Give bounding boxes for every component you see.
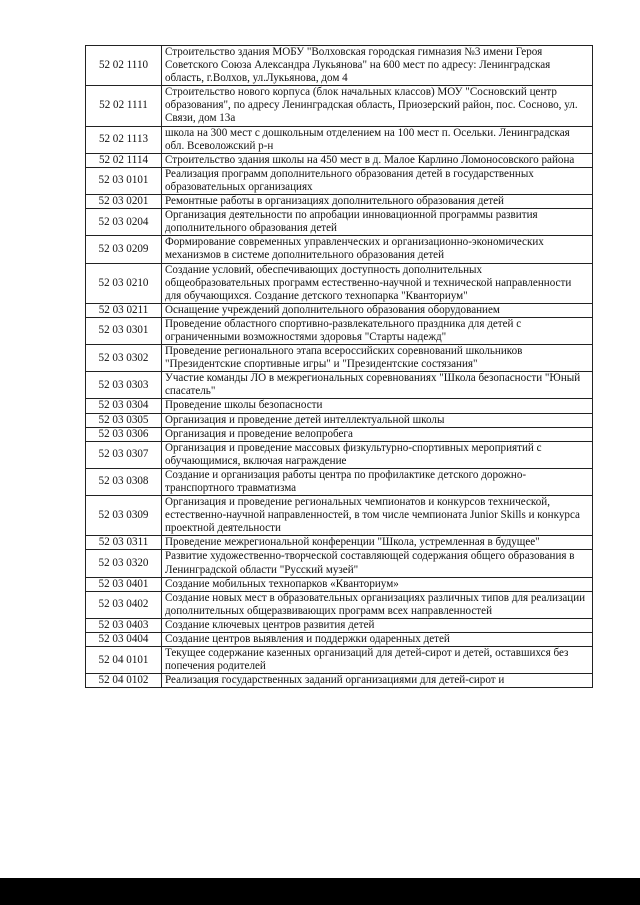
table-row [86,236,593,263]
description-cell: школа на 300 мест с дошкольным отделением на 100 мест п. Осельки. Ленинградская обл. Всеволожский р-н [162,126,593,153]
budget-code-cell: 52 03 0308 [86,468,162,495]
description-cell: Развитие художественно-творческой составляющей содержания общего образования в Ленинградской области "Русский музей" [162,550,593,577]
table-row [86,46,593,86]
description-cell: Участие команды ЛО в межрегиональных соревнованиях "Школа безопасности "Юный спасатель" [162,372,593,399]
description-cell: Текущее содержание казенных организаций для детей-сирот и детей, оставшихся без попечения родителей [162,647,593,674]
table-row [86,441,593,468]
budget-code-cell: 52 02 1113 [86,126,162,153]
budget-code-cell: 52 03 0404 [86,633,162,647]
budget-code-cell: 52 03 0304 [86,399,162,413]
budget-code-cell: 52 04 0101 [86,647,162,674]
description-cell: Строительство нового корпуса (блок начальных классов) МОУ "Сосновский центр образования", по адресу Ленинградская область, Приозерский район, пос. Сосново, ул. Связи, дом 13а [162,86,593,126]
description-cell: Создание условий, обеспечивающих доступность дополнительных общеобразовательных программ естественно-научной и технической направленности для обучающихся. Создание детского технопарка "Кванториум" [162,263,593,303]
table-row [86,413,593,427]
description-cell: Организация и проведение массовых физкультурно-спортивных мероприятий с обучающимися, включая награждение [162,441,593,468]
table-row [86,167,593,194]
description-cell: Создание мобильных технопарков «Кванториум» [162,577,593,591]
description-cell: Формирование современных управленческих и организационно-экономических механизмов в системе дополнительного образования детей [162,236,593,263]
description-cell: Создание новых мест в образовательных организациях различных типов для реализации дополнительных общеразвивающих программ всех направленностей [162,591,593,618]
budget-code-cell: 52 03 0201 [86,195,162,209]
budget-code-cell: 52 03 0307 [86,441,162,468]
description-cell: Оснащение учреждений дополнительного образования оборудованием [162,303,593,317]
budget-code-cell: 52 02 1114 [86,153,162,167]
budget-code-cell: 52 03 0305 [86,413,162,427]
description-cell: Организация и проведение региональных чемпионатов и конкурсов технической, естественно-научной направленностей, в том числе чемпионата Junior Skills и конкурса проектной деятельности [162,496,593,536]
budget-code-cell: 52 03 0309 [86,496,162,536]
description-cell: Создание и организация работы центра по профилактике детского дорожно-транспортного травматизма [162,468,593,495]
description-cell: Проведение школы безопасности [162,399,593,413]
table-row [86,209,593,236]
description-cell: Проведение областного спортивно-развлекательного праздника для детей с ограниченными возможностями здоровья "Старты надежд" [162,317,593,344]
table-row [86,591,593,618]
budget-code-cell: 52 03 0101 [86,167,162,194]
budget-code-cell: 52 03 0403 [86,618,162,632]
budget-code-cell: 52 03 0401 [86,577,162,591]
table-row [86,633,593,647]
table-row [86,345,593,372]
budget-code-cell: 52 03 0204 [86,209,162,236]
table-row [86,674,593,688]
table-row [86,153,593,167]
description-cell: Создание ключевых центров развития детей [162,618,593,632]
table-row [86,427,593,441]
table-row [86,618,593,632]
budget-codes-table [85,45,593,688]
budget-code-cell: 52 03 0302 [86,345,162,372]
table-row [86,468,593,495]
description-cell: Проведение межрегиональной конференции "Школа, устремленная в будущее" [162,536,593,550]
table-row [86,577,593,591]
table-body [86,46,593,688]
budget-code-cell: 52 03 0301 [86,317,162,344]
table-row [86,86,593,126]
table-row [86,550,593,577]
budget-code-cell: 52 03 0209 [86,236,162,263]
table-row [86,303,593,317]
description-cell: Реализация государственных заданий организациями для детей-сирот и [162,674,593,688]
budget-code-cell: 52 03 0303 [86,372,162,399]
description-cell: Проведение регионального этапа всероссийских соревнований школьников "Президентские спортивные игры" и "Президентские состязания" [162,345,593,372]
budget-code-cell: 52 03 0210 [86,263,162,303]
table-row [86,536,593,550]
budget-code-cell: 52 03 0402 [86,591,162,618]
budget-code-cell: 52 03 0306 [86,427,162,441]
budget-code-cell: 52 03 0320 [86,550,162,577]
table-row [86,496,593,536]
table-row [86,126,593,153]
table-row [86,372,593,399]
description-cell: Организация и проведение велопробега [162,427,593,441]
table-row [86,195,593,209]
table-row [86,647,593,674]
description-cell: Создание центров выявления и поддержки одаренных детей [162,633,593,647]
budget-code-cell: 52 03 0311 [86,536,162,550]
table-row [86,399,593,413]
description-cell: Реализация программ дополнительного образования детей в государственных образовательных организациях [162,167,593,194]
budget-code-cell: 52 03 0211 [86,303,162,317]
scan-bottom-border [0,878,640,905]
table-row [86,317,593,344]
description-cell: Строительство здания школы на 450 мест в д. Малое Карлино Ломоносовского района [162,153,593,167]
budget-code-cell: 52 04 0102 [86,674,162,688]
budget-code-cell: 52 02 1110 [86,46,162,86]
description-cell: Строительство здания МОБУ "Волховская городская гимназия №3 имени Героя Советского Союза Александра Лукьянова" на 600 мест по адресу: Ленинградская область, г.Волхов, ул.Лукьянова, дом 4 [162,46,593,86]
table-row [86,263,593,303]
description-cell: Организация деятельности по апробации инновационной программы развития дополнительного образования детей [162,209,593,236]
budget-code-cell: 52 02 1111 [86,86,162,126]
description-cell: Организация и проведение детей интеллектуальной школы [162,413,593,427]
description-cell: Ремонтные работы в организациях дополнительного образования детей [162,195,593,209]
